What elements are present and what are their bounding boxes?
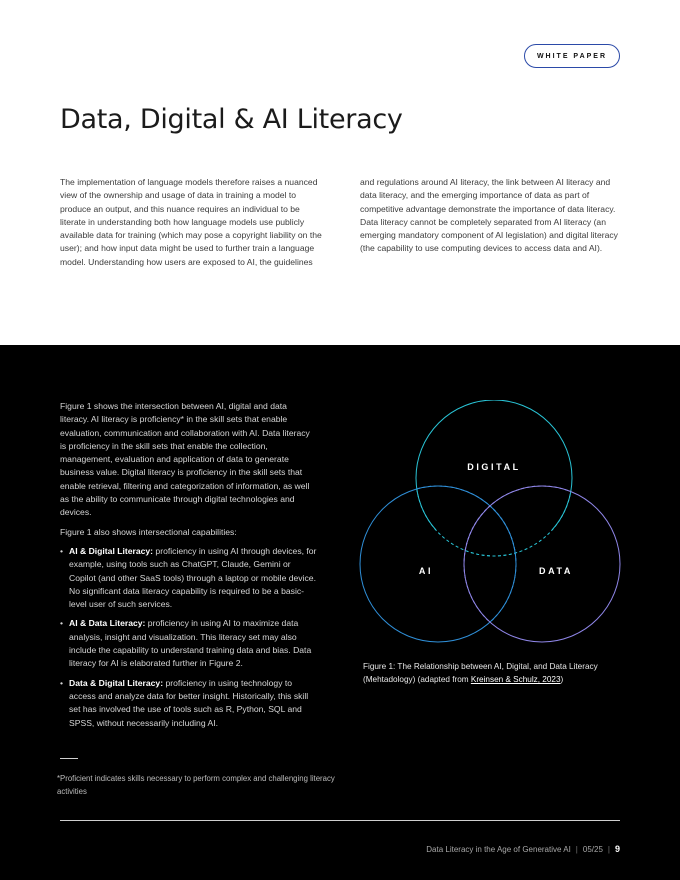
bullet-text: proficiency in using AI to maximize data analysis, insight and visualization. This literacy set may also include the capability to understand training data and bias. Data literacy for AI is elaborated further in Figure 2. [69,618,312,669]
bullet-term: Data & Digital Literacy: [69,677,164,688]
footer-rule [60,820,620,821]
dark-section [0,345,680,880]
caption-end: ) [560,675,564,684]
footnote: *Proficient indicates skills necessary to perform complex and challenging literacy activities [57,774,335,796]
data-inner-arc [464,486,620,642]
caption-text: Figure 1: The Relationship between AI, Digital, and Data Literacy (Mehtadology) (adapted from [363,662,598,684]
footnote-rule [60,758,78,759]
data-circle [464,486,620,642]
citation-link[interactable]: Kreinsen & Schulz, 2023 [470,675,561,684]
intro-column-1: The implementation of language models therefore raises a nuanced view of the ownership and usage of data in training a model to produce an output, and this nuance requires an individual to be literate in understanding both how language models use publicly available data for training (which may pose a copyright liability on the user); and how input data might be used to further train a language model. Understanding how users are exposed to AI, the guidelines [60,177,322,267]
venn-label-data: DATA [538,566,574,576]
page-footer [426,844,620,854]
white-paper-badge: WHITE PAPER [524,44,620,68]
list-item [60,677,318,730]
digital-inner-arc [416,400,572,556]
list-item [60,545,318,611]
ai-circle [360,486,516,642]
intro-column-2: and regulations around AI literacy, the link between AI literacy and data literacy, and the emerging importance of data as part of competitive advantage demonstrate the importance of data literacy. Data literacy cannot be completely separated from AI literacy (an emerging mandatory component of AI legislation) and digital literacy (the capability to use computing devices to access data and AI). [360,177,618,254]
venn-label-ai: AI [418,566,434,576]
bullet-text: proficiency in using technology to access and analyze data for better insight. Historically, this skill set has involved the use of tools such as R, Python, SQL and SPSS, without necessarily including AI. [69,677,309,728]
ai-inner-arc-2 [360,486,516,642]
data-inner-arc-2 [464,486,620,642]
venn-label-digital: DIGITAL [467,462,521,472]
digital-inner-arc-2 [416,400,572,556]
list-item [60,617,318,670]
bullet-term: AI & Digital Literacy: [69,545,154,556]
footer-date: 05/25 [582,844,603,854]
body-text [60,400,318,736]
page-number: 9 [614,844,620,854]
capabilities-list [60,545,318,730]
bullet-text: proficiency in using AI through devices, for example, using tools such as ChatGPT, Claude, Gemini or Copilot (and other SaaS tools) through a laptop or mobile device. No significant data literacy capability is required to be a basic-level user of such services. [69,545,317,610]
white-section [0,0,680,345]
venn-circle-outlines [360,400,620,642]
figure-caption [363,660,623,686]
bullet-term: AI & Data Literacy: [69,618,146,629]
footer-separator: | [607,844,610,854]
venn-diagram [358,400,622,644]
body-paragraph-1: Figure 1 shows the intersection between AI, digital and data literacy. AI literacy is proficiency* in the skill sets that enable evaluation, communication and collaboration with AI. Data literacy is proficiency in the skill sets that enable the collection, management, evaluation and application of data to generate business value. Digital literacy is proficiency in the skill sets that enable retrieval, filtering and categorization of information, as well as the ability to communicate through digital technologies and devices. [60,401,310,518]
venn-overlap-arcs [360,400,620,642]
ai-inner-arc [360,486,516,642]
footer-separator: | [575,844,578,854]
body-paragraph-2: Figure 1 also shows intersectional capabilities: [60,526,237,537]
footer-doc-title: Data Literacy in the Age of Generative AI [426,844,571,854]
page-title: Data, Digital & AI Literacy [60,104,403,135]
